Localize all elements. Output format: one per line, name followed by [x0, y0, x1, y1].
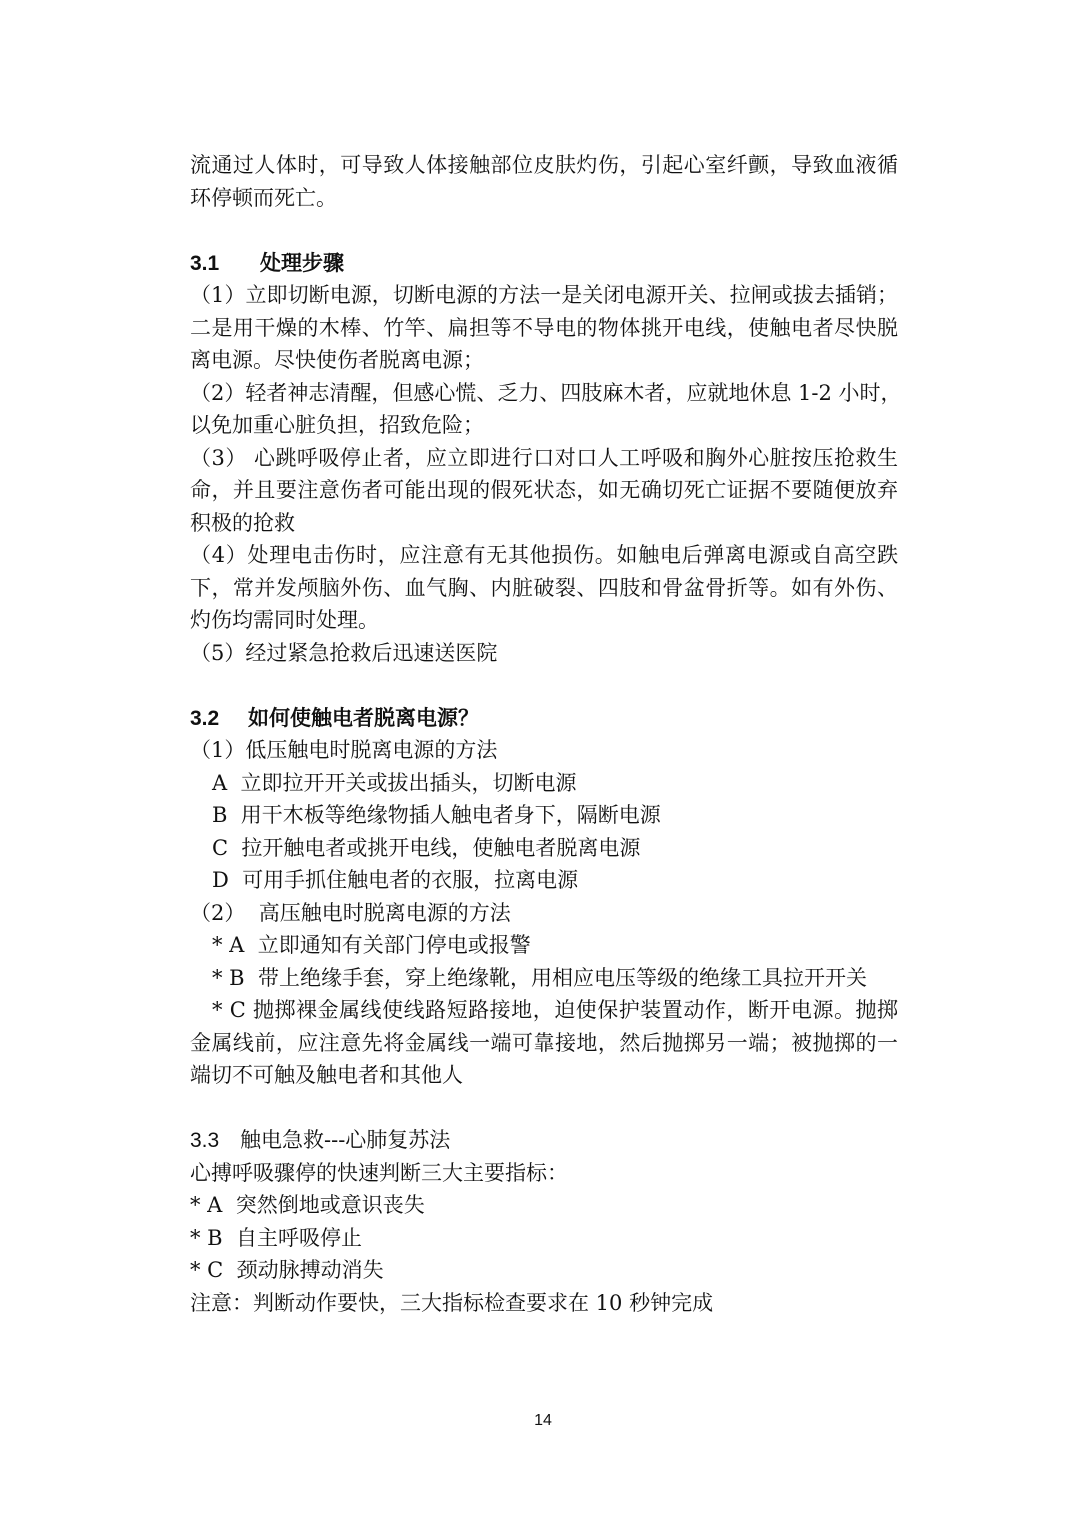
paragraph-line: 端切不可触及触电者和其他人 — [190, 1063, 463, 1087]
paragraph-gap — [190, 669, 898, 702]
paragraph-line: 流通过人体时，可导致人体接触部位皮肤灼伤，引起心室纤颤，导致血液循 — [190, 153, 898, 177]
list-item: * B 带上绝缘手套，穿上绝缘靴，用相应电压等级的绝缘工具拉开开关 — [212, 965, 867, 990]
paragraph-line: （1）立即切断电源，切断电源的方法一是关闭电源开关、拉闸或拔去插销； — [190, 283, 898, 307]
paragraph-line: （2）轻者神志清醒，但感心慌、乏力、四肢麻木者，应就地休息 1-2 小时， — [190, 380, 902, 405]
paragraph-line: （1）低压触电时脱离电源的方法 — [190, 738, 498, 762]
list-item: * C 颈动脉搏动消失 — [190, 1258, 384, 1282]
list-item: * C 抛掷裸金属线使线路短路接地，迫使保护装置动作，断开电源。抛掷 — [212, 998, 898, 1022]
paragraph-line: 环停顿而死亡。 — [190, 185, 337, 210]
list-item: * A 突然倒地或意识丧失 — [190, 1193, 425, 1217]
section-heading — [190, 247, 898, 280]
paragraph-line: （3） 心跳呼吸停止者，应立即进行口对口人工呼吸和胸外心脏按压抢救生 — [190, 445, 898, 470]
list-item: A 立即拉开开关或拔出插头，切断电源 — [212, 770, 577, 795]
section-heading — [190, 702, 898, 735]
section-title: 触电急救---心肺复苏法 — [240, 1128, 451, 1152]
paragraph-gap — [190, 1092, 898, 1125]
paragraph-line: 下，常并发颅脑外伤、血气胸、内脏破裂、四肢和骨盆骨折等。如有外伤、 — [190, 575, 898, 600]
paragraph-line: 心搏呼吸骤停的快速判断三大主要指标： — [190, 1160, 568, 1185]
section-title: 处理步骤 — [260, 249, 344, 275]
section-number: 3.2 — [190, 706, 220, 730]
paragraph-gap — [190, 214, 898, 247]
paragraph-line: 积极的抢救 — [190, 510, 295, 535]
paragraph-line: 离电源。尽快使伤者脱离电源； — [190, 348, 484, 372]
list-item: * B 自主呼吸停止 — [190, 1225, 362, 1250]
list-item: B 用干木板等绝缘物插人触电者身下，隔断电源 — [212, 803, 661, 827]
list-item: D 可用手抓住触电者的衣服，拉离电源 — [212, 868, 579, 892]
list-item: C 拉开触电者或挑开电线，使触电者脱离电源 — [212, 835, 641, 860]
section-title: 如何使触电者脱离电源？ — [248, 704, 479, 730]
paragraph-line: 注意：判断动作要快，三大指标检查要求在 10 秒钟完成 — [190, 1290, 714, 1315]
paragraph-line: 二是用干燥的木棒、竹竿、扁担等不导电的物体挑开电线，使触电者尽快脱 — [190, 315, 898, 340]
page-number: 14 — [534, 1412, 552, 1429]
paragraph-line: 命，并且要注意伤者可能出现的假死状态，如无确切死亡证据不要随便放弃 — [190, 478, 898, 502]
paragraph-line: 以免加重心脏负担，招致危险； — [190, 413, 484, 437]
paragraph-line: （4）处理电击伤时，应注意有无其他损伤。如触电后弹离电源或自高空跌 — [190, 543, 898, 567]
paragraph-line: 金属线前，应注意先将金属线一端可靠接地，然后抛掷另一端；被抛掷的一 — [190, 1030, 898, 1055]
list-item: * A 立即通知有关部门停电或报警 — [212, 933, 531, 957]
section-number: 3.3 — [190, 1129, 220, 1152]
paragraph-line: 灼伤均需同时处理。 — [190, 608, 379, 632]
document-body — [190, 149, 902, 1319]
section-number: 3.1 — [190, 251, 220, 275]
paragraph-line: （2） 高压触电时脱离电源的方法 — [190, 900, 511, 925]
section-heading — [190, 1124, 898, 1157]
paragraph-line: （5）经过紧急抢救后迅速送医院 — [190, 640, 498, 665]
